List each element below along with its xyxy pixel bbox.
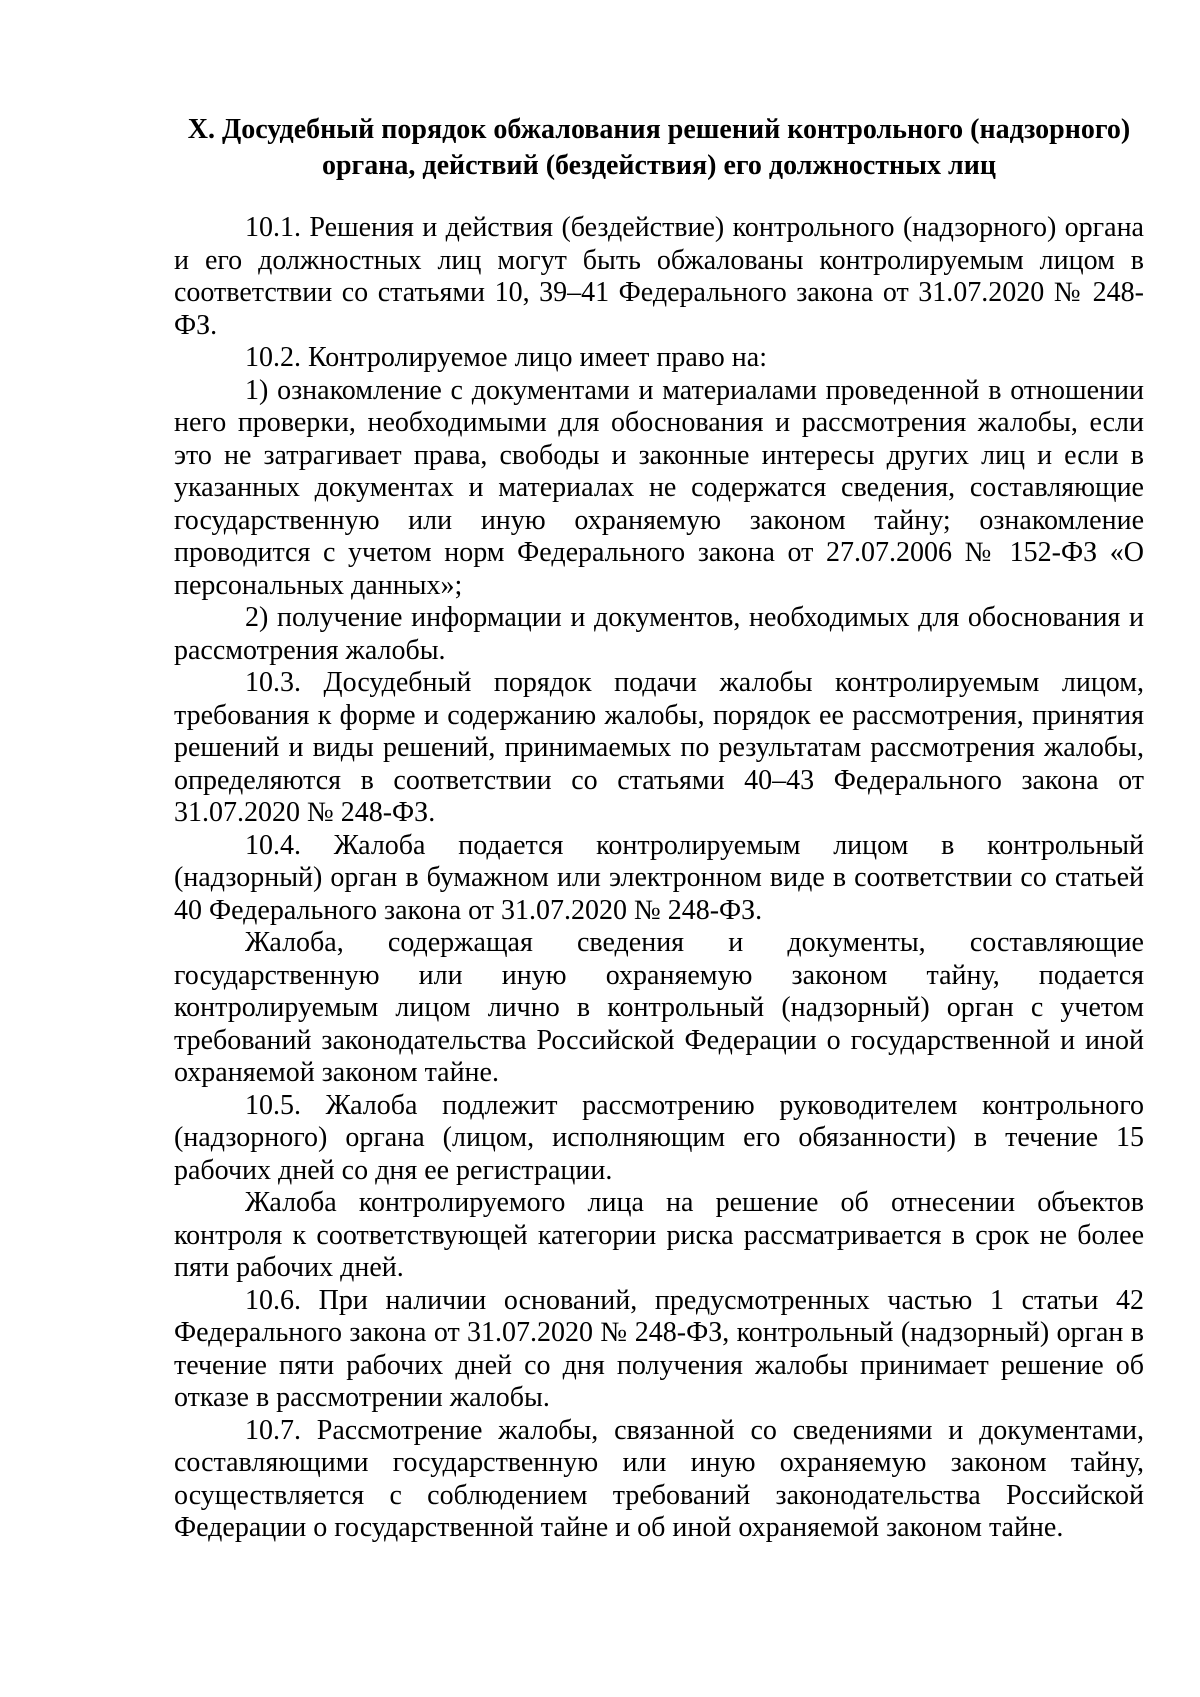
paragraph-10-4: 10.4. Жалоба подается контролируемым лицом в контрольный (надзорный) орган в бумажном или электронном виде в соответствии со статьей 40 Федерального закона от 31.07.2020 № 248-ФЗ. (174, 829, 1144, 926)
paragraph-10-4-secret: Жалоба, содержащая сведения и документы, составляющие государственную или иную охраняемую законом тайну, подается контролируемым лицом лично в контрольный (надзорный) орган с учетом требований законодательства Российской Федерации о государственной и иной охраняемой законом тайне. (174, 927, 1144, 1088)
paragraph-10-2-item-1: 1) ознакомление с документами и материалами проведенной в отношении него проверки, необходимыми для обоснования и рассмотрения жалобы, если это не затрагивает права, свободы и законные интересы других лиц и если в указанных документах и материалах не содержатся сведения, составляющие государственную или иную охраняемую законом тайну; ознакомление проводится с учетом норм Федерального закона от 27.07.2006 № 152-ФЗ «О персональных данных»; (174, 374, 1144, 601)
paragraph-10-1: 10.1. Решения и действия (бездействие) контрольного (надзорного) органа и его должностных лиц могут быть обжалованы контролируемым лицом в соответствии со статьями 10, 39–41 Федерального закона от 31.07.2020 № 248-ФЗ. (174, 212, 1144, 341)
paragraph-10-2: 10.2. Контролируемое лицо имеет право на: (245, 342, 767, 373)
paragraph-10-3: 10.3. Досудебный порядок подачи жалобы контролируемым лицом, требования к форме и содержанию жалобы, порядок ее рассмотрения, принятия решений и виды решений, принимаемых по результатам рассмотрения жалобы, определяются в соответствии со статьями 40–43 Федерального закона от 31.07.2020 № 248-ФЗ. (174, 667, 1144, 828)
paragraph-10-5: 10.5. Жалоба подлежит рассмотрению руководителем контрольного (надзорного) органа (лицом, исполняющим его обязанности) в течение 15 рабочих дней со дня ее регистрации. (174, 1089, 1144, 1186)
paragraph-10-7: 10.7. Рассмотрение жалобы, связанной со сведениями и документами, составляющими государственную или иную охраняемую законом тайну, осуществляется с соблюдением требований законодательства Российской Федерации о государственной тайне и об иной охраняемой законом тайне. (174, 1414, 1144, 1543)
section-heading (174, 112, 1144, 184)
document-page (174, 112, 1144, 1545)
paragraph-10-5-risk: Жалоба контролируемого лица на решение об отнесении объектов контроля к соответствующей категории риска рассматривается в срок не более пяти рабочих дней. (174, 1187, 1144, 1283)
paragraph-10-2-item-2: 2) получение информации и документов, необходимых для обоснования и рассмотрения жалобы. (174, 602, 1144, 666)
section-heading-line-2: органа, действий (бездействия) его должностных лиц (321, 150, 996, 181)
section-heading-line-1: X. Досудебный порядок обжалования решений контрольного (надзорного) (187, 114, 1131, 145)
paragraph-10-6: 10.6. При наличии оснований, предусмотренных частью 1 статьи 42 Федерального закона от 31.07.2020 № 248-ФЗ, контрольный (надзорный) орган в течение пяти рабочих дней со дня получения жалобы принимает решение об отказе в рассмотрении жалобы. (174, 1284, 1144, 1413)
